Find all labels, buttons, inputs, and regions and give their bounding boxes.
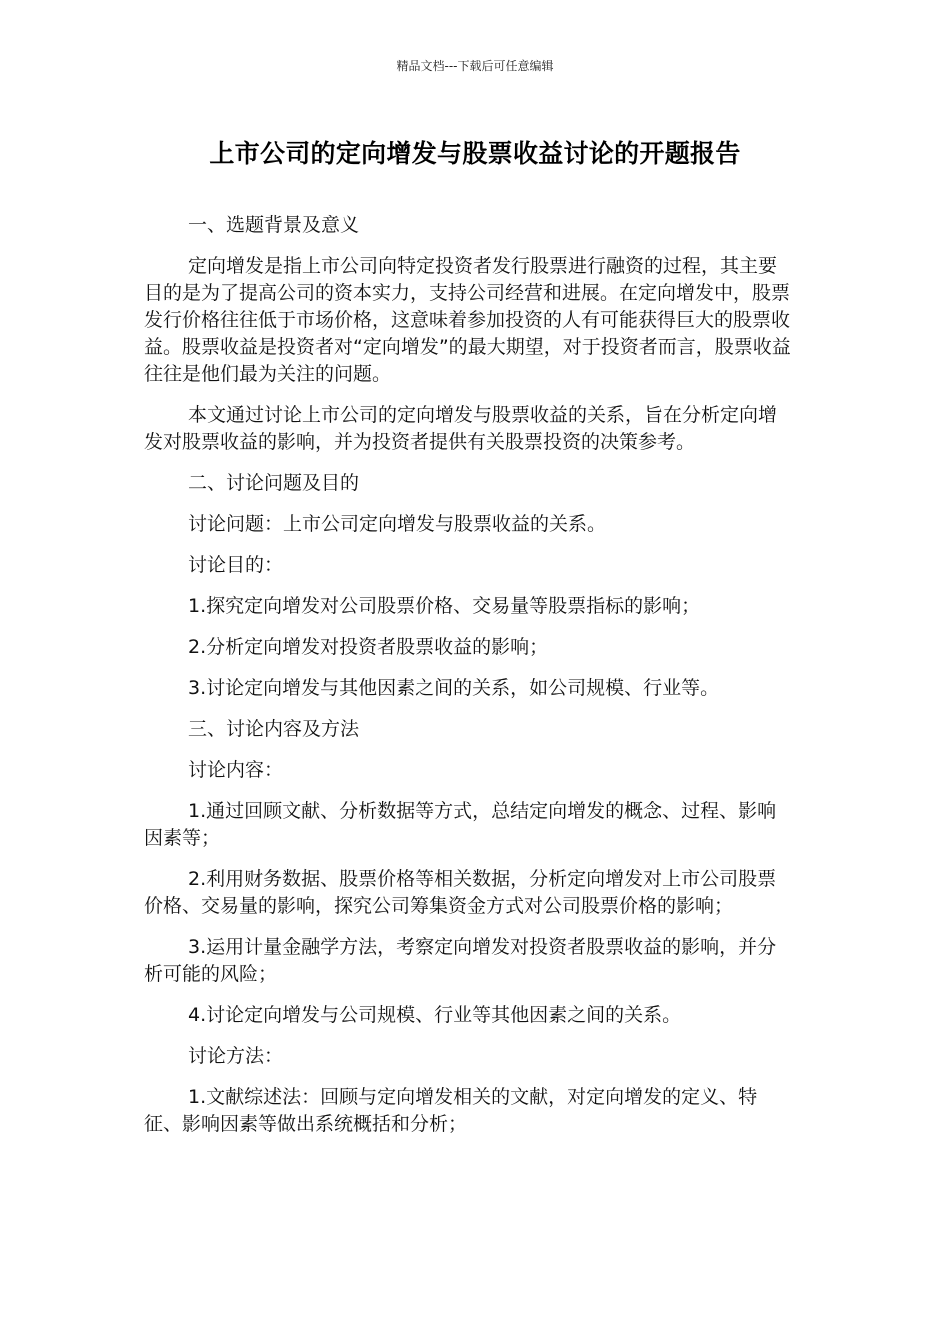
list-item-goal-2: 2.分析定向增发对投资者股票收益的影响；	[188, 636, 549, 658]
list-item-content-4: 4.讨论定向增发与公司规模、行业等其他因素之间的关系。	[188, 1004, 682, 1026]
section-heading-questions: 二、讨论问题及目的	[188, 472, 360, 494]
header-note: 精品文档---下载后可任意编辑	[396, 59, 554, 73]
section-heading-content-methods: 三、讨论内容及方法	[188, 718, 360, 740]
list-item-content-2: 2.利用财务数据、股票价格等相关数据，分析定向增发对上市公司股票价格、交易量的影响，探究公司筹集资金方式对公司股票价格的影响；	[144, 868, 777, 917]
list-item-goal-3: 3.讨论定向增发与其他因素之间的关系，如公司规模、行业等。	[188, 677, 720, 699]
document-title: 上市公司的定向增发与股票收益讨论的开题报告	[209, 139, 741, 168]
paragraph-question: 讨论问题：上市公司定向增发与股票收益的关系。	[188, 513, 607, 535]
paragraph-purpose: 本文通过讨论上市公司的定向增发与股票收益的关系，旨在分析定向增发对股票收益的影响，并为投资者提供有关股票投资的决策参考。	[144, 404, 778, 453]
paragraph-background: 定向增发是指上市公司向特定投资者发行股票进行融资的过程，其主要目的是为了提高公司的资本实力，支持公司经营和进展。在定向增发中，股票发行价格往往低于市场价格，这意味着参加投资的人有可能获得巨大的股票收益。股票收益是投资者对“定向增发”的最大期望，对于投资者而言，股票收益往往是他们最为关注的问题。	[144, 255, 791, 385]
document-body	[144, 212, 794, 1152]
list-item-method-1: 1.文献综述法：回顾与定向增发相关的文献，对定向增发的定义、特征、影响因素等做出系统概括和分析；	[144, 1086, 758, 1135]
section-heading-background: 一、选题背景及意义	[188, 214, 360, 236]
paragraph-goals-label: 讨论目的：	[188, 554, 284, 576]
list-item-goal-1: 1.探究定向增发对公司股票价格、交易量等股票指标的影响；	[188, 595, 701, 617]
list-item-content-3: 3.运用计量金融学方法，考察定向增发对投资者股票收益的影响，并分析可能的风险；	[144, 936, 777, 985]
list-item-content-1: 1.通过回顾文献、分析数据等方式，总结定向增发的概念、过程、影响因素等；	[144, 800, 777, 849]
paragraph-methods-label: 讨论方法：	[188, 1045, 284, 1067]
paragraph-content-label: 讨论内容：	[188, 759, 284, 781]
